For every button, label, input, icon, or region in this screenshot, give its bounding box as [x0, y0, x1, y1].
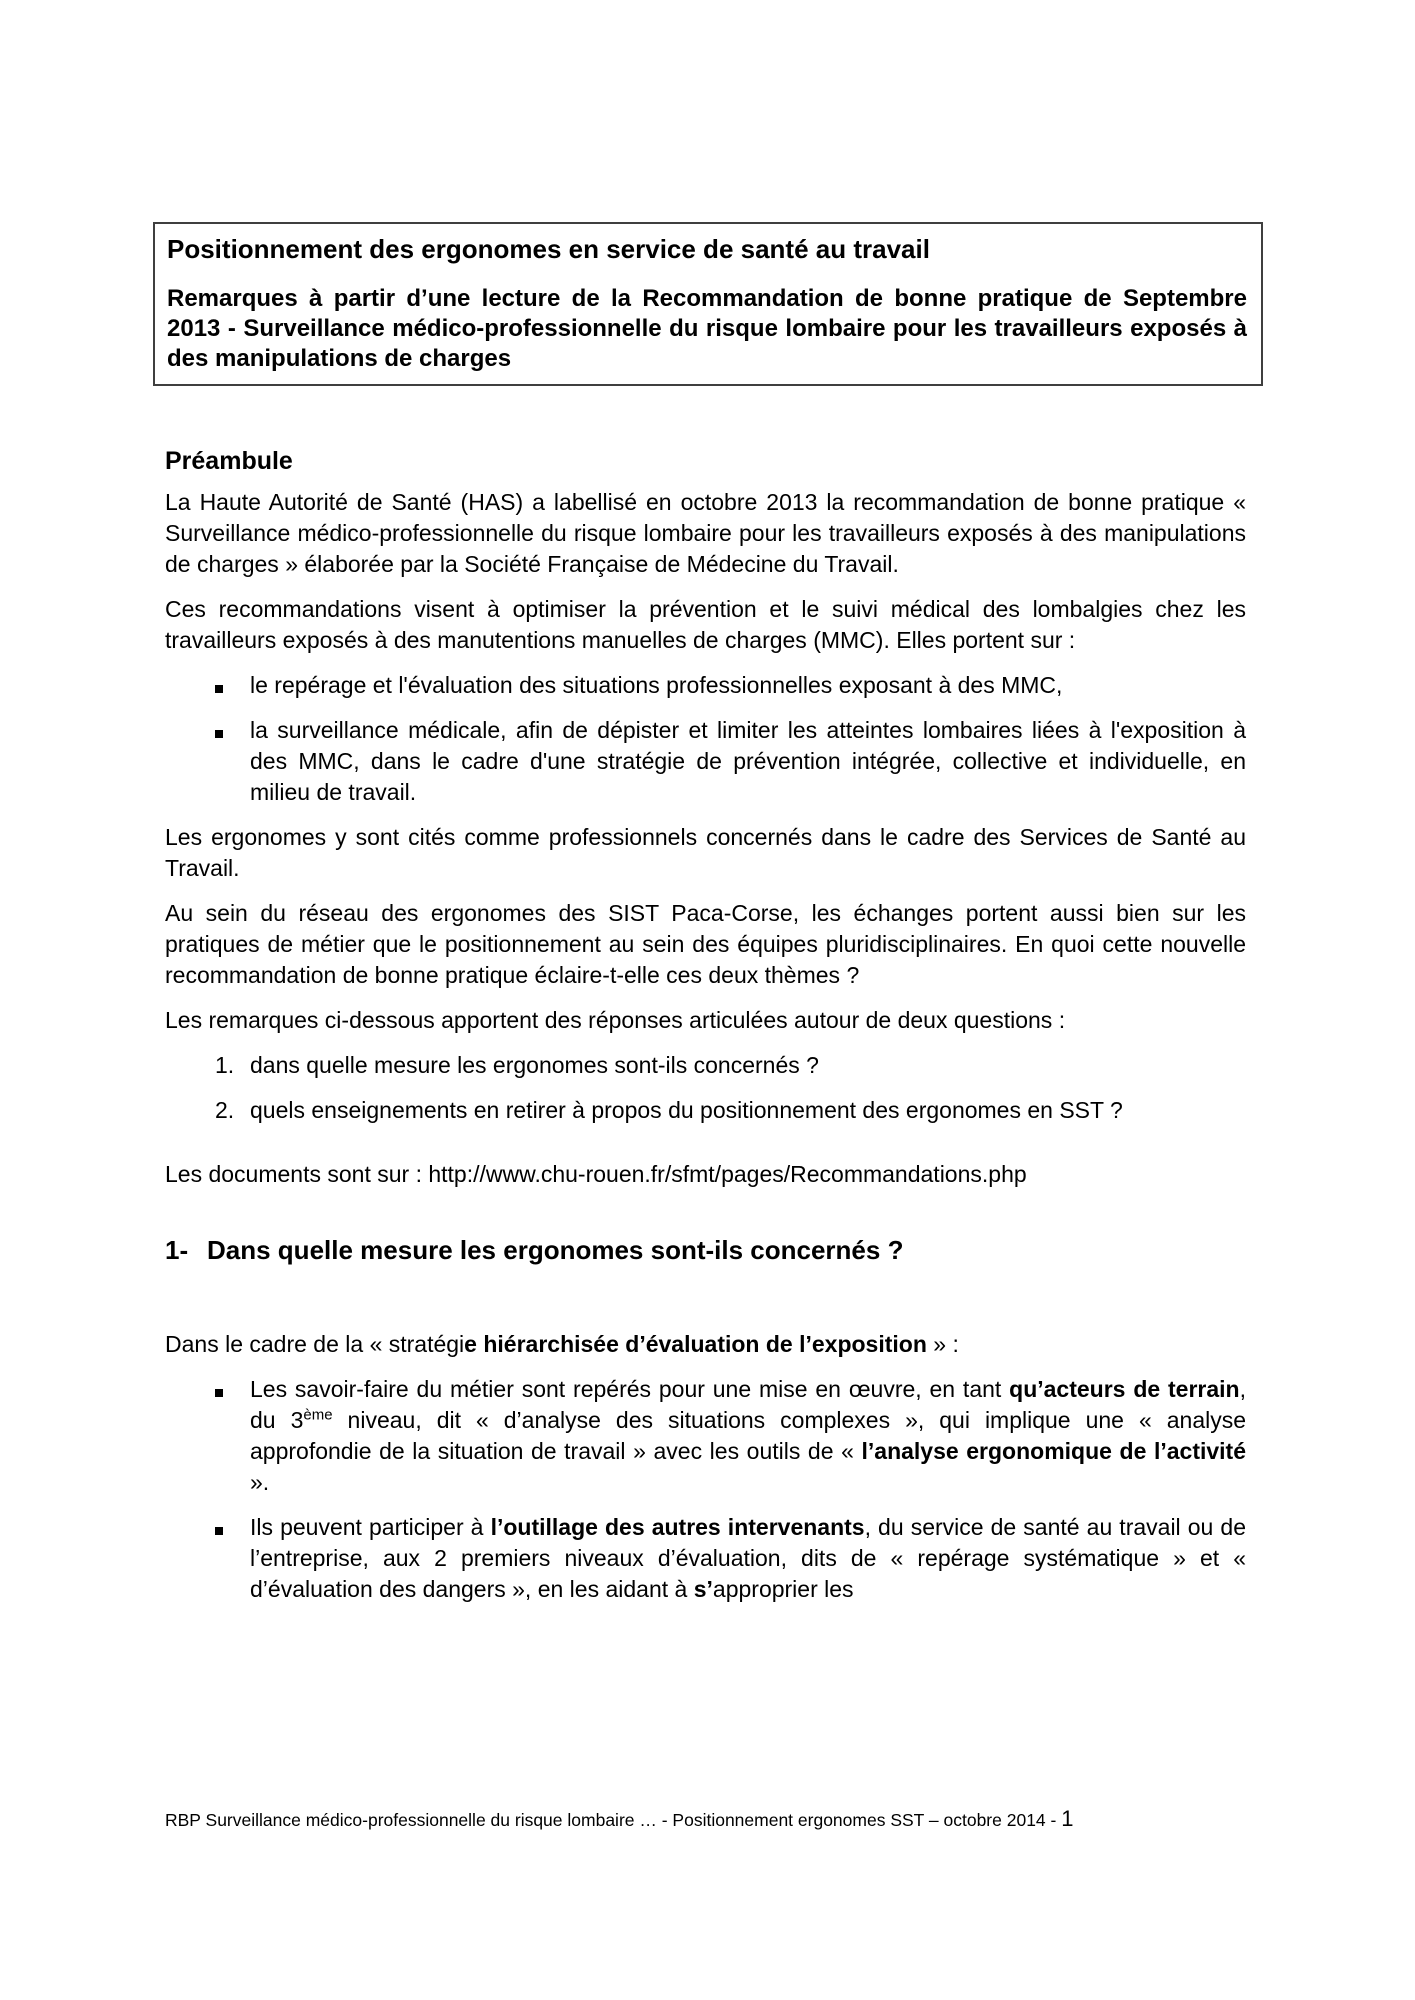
document-body [165, 446, 1246, 1605]
bullet-text: Les savoir-faire du métier sont repérés pour une mise en œuvre, en tant qu’acteurs de terrain, du 3ème niveau, dit « d’analyse des situations complexes », qui implique une « analyse approfondie de la situation de travail » avec les outils de « l’analyse ergonomique de l’activité ». [250, 1376, 1247, 1495]
numbered-item [165, 1050, 1246, 1081]
bullet-marker [215, 715, 250, 808]
bullet-item [165, 1512, 1246, 1605]
paragraph: Les documents sont sur : http://www.chu-rouen.fr/sfmt/pages/Recommandations.php [165, 1161, 1027, 1187]
numbered-text: dans quelle mesure les ergonomes sont-ils concernés ? [250, 1052, 819, 1078]
footer-text: RBP Surveillance médico-professionnelle du risque lombaire … - Positionnement ergonomes SST – octobre 2014 - [165, 1810, 1062, 1830]
section-heading: Préambule [165, 447, 293, 475]
item-number: 2. [215, 1097, 235, 1123]
paragraph: Dans le cadre de la « stratégie hiérarchisée d’évaluation de l’exposition » : [165, 1331, 959, 1357]
heading-number: 1- [165, 1235, 189, 1265]
paragraph: Les ergonomes y sont cités comme professionnels concernés dans le cadre des Services de Santé au Travail. [165, 824, 1246, 881]
title-box [153, 222, 1263, 386]
bullet-square-icon [215, 685, 223, 693]
paragraph: Les remarques ci-dessous apportent des réponses articulées autour de deux questions : [165, 1007, 1066, 1033]
bullet-square-icon [215, 730, 223, 738]
bullet-square-icon [215, 1527, 223, 1535]
item-number: 1. [215, 1052, 235, 1078]
bullet-marker [215, 670, 250, 701]
page-number: 1 [1061, 1806, 1074, 1831]
bullet-square-icon [215, 1389, 223, 1397]
page-content [165, 0, 1246, 1619]
numbered-section-heading [165, 1234, 1246, 1266]
bullet-marker [215, 1512, 250, 1605]
bullet-item [165, 670, 1246, 701]
document-subtitle: Remarques à partir d’une lecture de la Recommandation de bonne pratique de Septembre 2013 - Surveillance médico-professionnelle du risque lombaire pour les travailleurs exposés à des manipulations de charges [167, 285, 1247, 372]
bullet-item [165, 715, 1246, 808]
paragraph: Ces recommandations visent à optimiser la prévention et le suivi médical des lombalgies chez les travailleurs exposés à des manutentions manuelles de charges (MMC). Elles portent sur : [165, 596, 1246, 653]
bullet-marker [215, 1374, 250, 1498]
numbered-text: quels enseignements en retirer à propos du positionnement des ergonomes en SST ? [250, 1097, 1123, 1123]
paragraph: La Haute Autorité de Santé (HAS) a labellisé en octobre 2013 la recommandation de bonne pratique « Surveillance médico-professionnelle du risque lombaire pour les travailleurs exposés à des manipulations de charges » élaborée par la Société Française de Médecine du Travail. [165, 489, 1246, 577]
page-footer [165, 1806, 1073, 1833]
bullet-text: la surveillance médicale, afin de dépister et limiter les atteintes lombaires liées à l'exposition à des MMC, dans le cadre d'une stratégie de prévention intégrée, collective et individuelle, en milieu de travail. [250, 717, 1246, 805]
bullet-item [165, 1374, 1246, 1498]
numbered-item [165, 1095, 1246, 1126]
bullet-text: le repérage et l'évaluation des situations professionnelles exposant à des MMC, [250, 672, 1063, 698]
bullet-text: Ils peuvent participer à l’outillage des autres intervenants, du service de santé au travail ou de l’entreprise, aux 2 premiers niveaux d’évaluation, dits de « repérage systématique » et « d’évaluation des dangers », en les aidant à s’approprier les [250, 1514, 1246, 1602]
paragraph: Au sein du réseau des ergonomes des SIST Paca-Corse, les échanges portent aussi bien sur les pratiques de métier que le positionnement au sein des équipes pluridisciplinaires. En quoi cette nouvelle recommandation de bonne pratique éclaire-t-elle ces deux thèmes ? [165, 900, 1246, 988]
heading-text: Dans quelle mesure les ergonomes sont-ils concernés ? [207, 1235, 904, 1265]
document-title: Positionnement des ergonomes en service de santé au travail [167, 234, 930, 264]
